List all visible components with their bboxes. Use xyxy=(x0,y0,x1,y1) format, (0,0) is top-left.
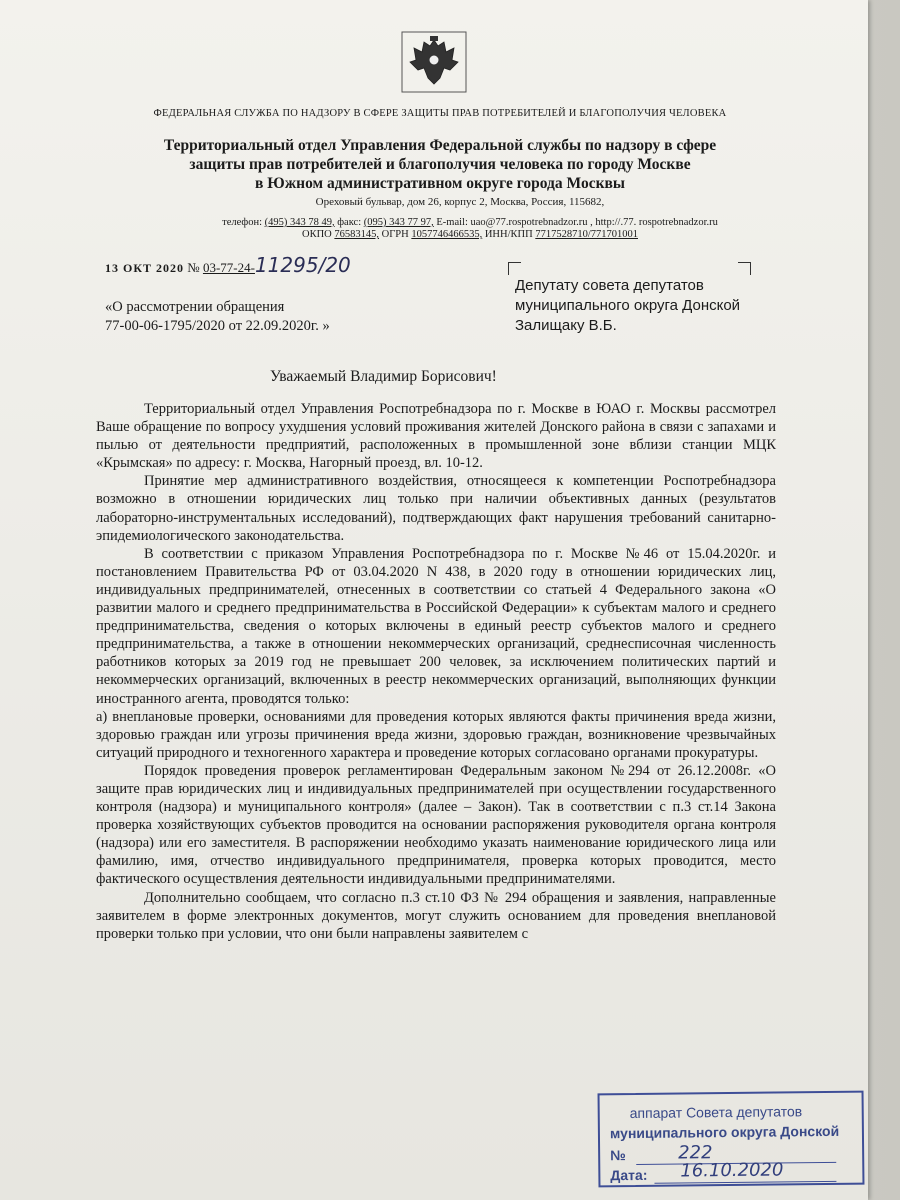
registration-number-handwritten: 11295/20 xyxy=(254,253,351,277)
paragraph: а) внеплановые проверки, основаниями для проведения которых являются факты причинения вреда жизни, здоровью граждан или угрозы причинения вреда жизни, здоровью граждан, возникновение чрезвычайных ситуаций природного и техногенного характера и проведение которых согласовано органами прокуратуры. xyxy=(96,708,776,761)
letter-subject: «О рассмотрении обращения 77-00-06-1795/2020 от 22.09.2020г. » xyxy=(105,299,330,334)
registration-stamp xyxy=(598,1091,865,1188)
addressee-corner-right xyxy=(738,262,751,275)
paragraph: Территориальный отдел Управления Роспотребнадзора по г. Москве в ЮАО г. Москвы рассмотрел Ваше обращение по вопросу ухудшения условий проживания жителей Донского района в связи с запахами и пылью от деятельности предприятий, расположенных в промышленной зоне вблизи станции МЦК «Крымская» по адресу: г. Москва, Нагорный проезд, вл. 10-12. xyxy=(96,401,776,472)
email-address: uao@77.rospotrebnadzor.ru xyxy=(470,217,588,228)
stamp-number-label: № xyxy=(610,1147,626,1164)
registration-line: 13 ОКТ 2020 № 03-77-24-11295/20 xyxy=(105,253,351,277)
paragraph: Принятие мер административного воздействия, относящееся к компетенции Роспотребнадзора возможно в отношении юридических лиц только при наличии объективных данных (результатов лабораторно-инструментальных исследований), подтверждающих факт нарушения требований санитарно-эпидемиологического законодательства. xyxy=(96,473,776,544)
coat-of-arms-icon xyxy=(400,30,468,94)
registry-codes: ОКПО 76583145, ОГРН 1057746466535, ИНН/КПП 7717528710/771701001 xyxy=(302,229,638,240)
paragraph: Порядок проведения проверок регламентирован Федеральным законом №294 от 26.12.2008г. «О защите прав юридических лиц и индивидуальных предпринимателей при осуществлении государственного контроля (надзора) и муниципального контроля» (далее – Закон). Так в соответствии с п.3 ст.14 Закона проверка хозяйствующих субъектов проводится на основании распоряжения руководителя органа контроля (надзора) или его заместителя. В распоряжении необходимо указать наименование юридического лица или фамилию, имя, отчество индивидуального предпринимателя, проверка которых проводится, место фактического осуществления деятельности индивидуальными предпринимателями. xyxy=(96,762,776,888)
office-address: Ореховый бульвар, дом 26, корпус 2, Москва, Россия, 115682, xyxy=(315,196,605,208)
service-name: ФЕДЕРАЛЬНАЯ СЛУЖБА ПО НАДЗОРУ В СФЕРЕ ЗАЩИТЫ ПРАВ ПОТРЕБИТЕЛЕЙ И БЛАГОПОЛУЧИЯ ЧЕЛОВЕКА xyxy=(153,108,727,119)
department-name: Территориальный отдел Управления Федеральной службы по надзору в сфере защиты прав потребителей и благополучия человека по городу Москве в Южном административном округе города Москвы xyxy=(163,137,717,192)
stamp-line-2: муниципального округа Донской xyxy=(609,1122,840,1142)
paragraph: В соответствии с приказом Управления Роспотребнадзора по г. Москве №46 от 15.04.2020г. и постановлением Правительства РФ от 03.04.2020 N 438, в 2020 году в отношении юридических лиц, индивидуальных предпринимателей, отнесенных в соответствии со статьей 4 Федерального закона «О развитии малого и среднего предпринимательства в Российской Федерации» к субъектам малого и среднего предпринимательства, сведения о которых включены в единый реестр субъектов малого и среднего предпринимательства, а также в отношении некоммерческих организаций, среднесписочная численность работников которых за 2019 год не превышает 200 человек, за исключением политических партий и некоммерческих организаций, включенных в реестр некоммерческих организаций, выполняющих функции иностранного агента, проводятся только: xyxy=(96,545,776,707)
phone-number: (495) 343 78 49, xyxy=(264,217,335,228)
addressee-block: Депутату совета депутатов муниципального округа Донской Залищаку В.Б. xyxy=(515,277,741,334)
paragraph: Дополнительно сообщаем, что согласно п.3 ст.10 ФЗ № 294 обращения и заявления, направленные заявителем в форме электронных документов, могут служить основанием для проведения внеплановой проверки только при условии, что они были направлены заявителем с xyxy=(96,889,776,942)
registration-date: 13 ОКТ 2020 xyxy=(105,261,185,275)
contacts-line: телефон: (495) 343 78 49, факс: (095) 343 77 97, E-mail: uao@77.rospotrebnadzor.ru , http://.77. rospotrebnadzor.ru xyxy=(222,217,718,228)
addressee-corner-left xyxy=(508,262,521,275)
letter-body xyxy=(96,400,776,943)
contacts-block xyxy=(150,217,790,241)
fax-number: (095) 343 77 97, xyxy=(363,217,434,228)
stamp-date: 16.10.2020 xyxy=(680,1159,784,1182)
stamp-date-label: Дата: xyxy=(610,1166,648,1184)
website: , http://.77. rospotrebnadzor.ru xyxy=(590,217,718,228)
stamp-line-1: аппарат Совета депутатов xyxy=(629,1103,803,1122)
stamp-number: 222 xyxy=(678,1142,713,1164)
greeting: Уважаемый Владимир Борисович! xyxy=(270,368,497,385)
registration-number-prefix: 03-77-24- xyxy=(202,260,255,275)
